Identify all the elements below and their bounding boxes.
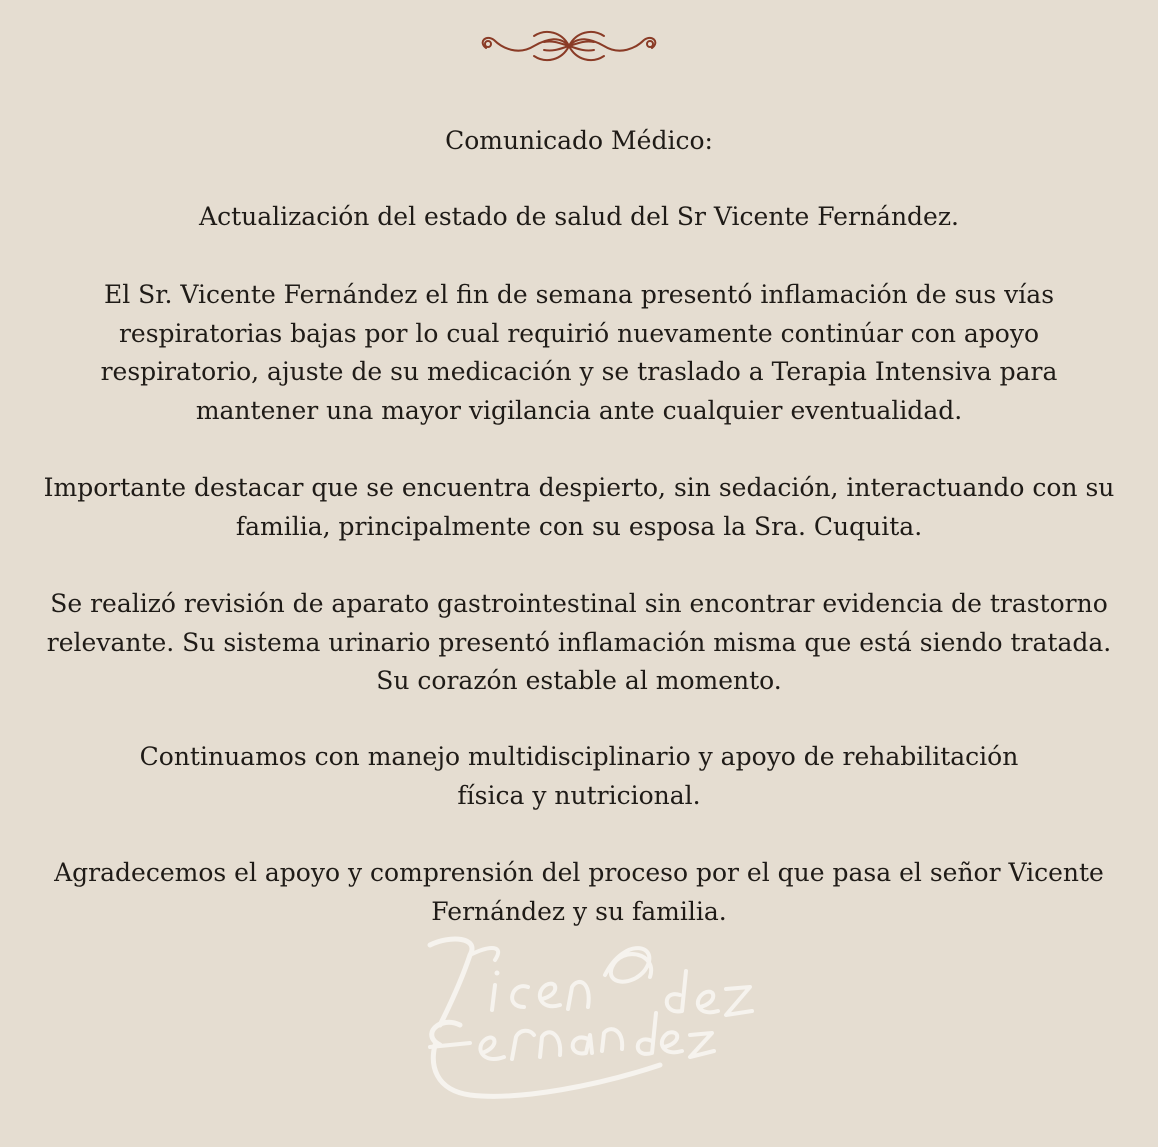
text-line: Fernández y su familia.: [431, 896, 727, 926]
text-line: Su corazón estable al momento.: [376, 666, 782, 695]
text-line: respiratorias bajas por lo cual requirió nuevamente continúar con apoyo: [118, 318, 1040, 348]
signature-logo: [400, 915, 780, 1115]
paragraph-status: [40, 276, 1118, 430]
text-line: relevante. Su sistema urinario presentó inflamación misma que está siendo tratada.: [46, 627, 1112, 657]
scroll-flourish-icon: [474, 22, 664, 70]
paragraph-update: [40, 198, 1118, 237]
text-line: familia, principalmente con su esposa la Sra. Cuquita.: [235, 511, 923, 541]
text-line: Importante destacar que se encuentra despierto, sin sedación, interactuando con su: [43, 473, 1115, 502]
text-line: Actualización del estado de salud del Sr Vicente Fernández.: [199, 202, 959, 231]
text-line: Se realizó revisión de aparato gastrointestinal sin encontrar evidencia de trastorno: [50, 589, 1108, 618]
text-line: física y nutricional.: [457, 780, 701, 810]
page-title: Comunicado Médico:: [445, 126, 713, 155]
paragraph-continue: [40, 738, 1118, 815]
paragraph-gastro: [40, 585, 1118, 701]
text-line: Agradecemos el apoyo y comprensión del proceso por el que pasa el señor Vicente: [54, 858, 1104, 887]
text-line: respiratorio, ajuste de su medicación y se traslado a Terapia Intensiva para: [100, 357, 1058, 386]
text-line: mantener una mayor vigilancia ante cualquier eventualidad.: [195, 395, 963, 425]
text-line: El Sr. Vicente Fernández el fin de semana presentó inflamación de sus vías: [103, 280, 1055, 309]
paragraph-awake: [40, 469, 1118, 546]
text-line: Continuamos con manejo multidisciplinario y apoyo de rehabilitación: [139, 742, 1019, 771]
